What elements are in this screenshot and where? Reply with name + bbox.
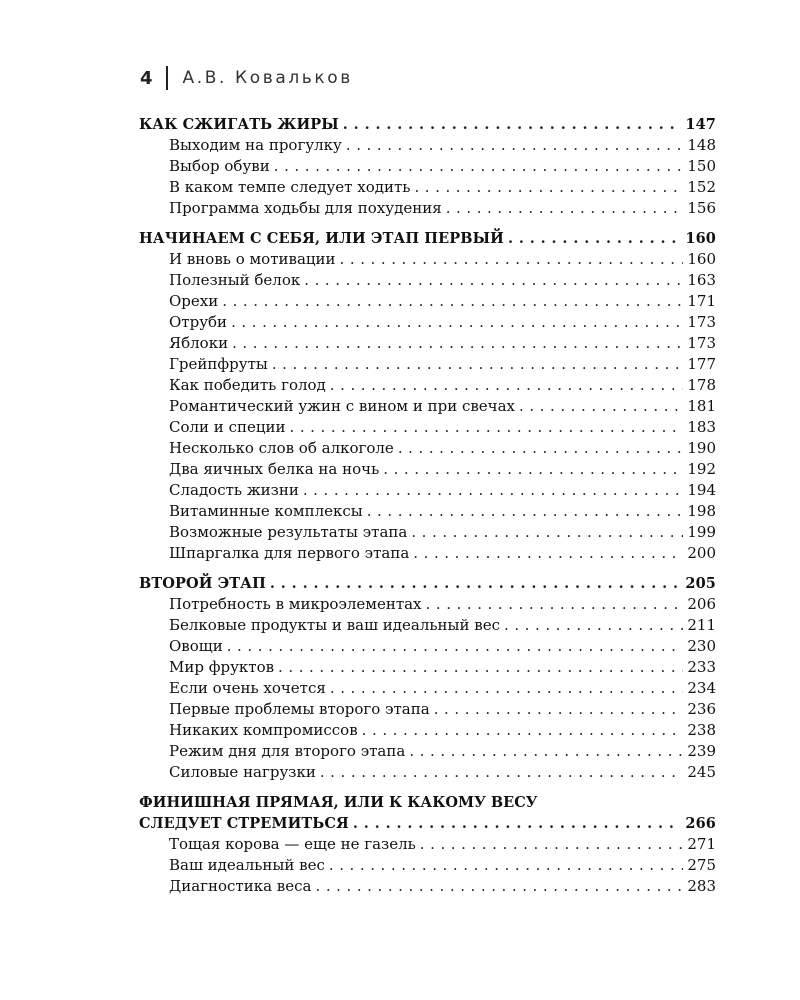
toc-entry[interactable] xyxy=(139,480,716,501)
chapter-page: 160 xyxy=(685,230,716,247)
toc-chapter xyxy=(139,792,716,897)
dot-leader xyxy=(315,876,683,897)
dot-leader xyxy=(434,699,684,720)
entry-page: 238 xyxy=(687,721,716,739)
entry-title: Полезный белок xyxy=(169,271,301,289)
dot-leader xyxy=(426,594,684,615)
dot-leader xyxy=(519,396,683,417)
dot-leader xyxy=(367,501,684,522)
toc-entry[interactable] xyxy=(139,678,716,699)
toc-entry[interactable] xyxy=(139,198,716,219)
dot-leader xyxy=(504,615,683,636)
entry-page: 245 xyxy=(687,763,716,781)
entry-page: 181 xyxy=(687,397,716,415)
entry-title: Сладость жизни xyxy=(169,481,299,499)
dot-leader xyxy=(304,270,683,291)
entry-page: 206 xyxy=(687,595,716,613)
toc-entry[interactable] xyxy=(139,522,716,543)
dot-leader xyxy=(232,333,683,354)
dot-leader xyxy=(343,114,682,135)
entry-page: 275 xyxy=(687,856,716,874)
chapter-page: 205 xyxy=(685,575,716,592)
entry-title: Диагностика веса xyxy=(169,877,312,895)
toc-entry[interactable] xyxy=(139,501,716,522)
entry-page: 239 xyxy=(687,742,716,760)
toc-entry[interactable] xyxy=(139,396,716,417)
toc-entry[interactable] xyxy=(139,657,716,678)
entry-page: 211 xyxy=(687,616,716,634)
toc-entry[interactable] xyxy=(139,834,716,855)
entry-title: Грейпфруты xyxy=(169,355,268,373)
toc-entry[interactable] xyxy=(139,354,716,375)
entry-title: Тощая корова — еще не газель xyxy=(169,835,416,853)
entry-title: Выходим на прогулку xyxy=(169,136,342,154)
chapter-title: НАЧИНАЕМ С СЕБЯ, ИЛИ ЭТАП ПЕРВЫЙ xyxy=(139,230,504,247)
entry-title: Яблоки xyxy=(169,334,229,352)
entry-page: 198 xyxy=(687,502,716,520)
entry-title: В каком темпе следует ходить xyxy=(169,178,411,196)
chapter-title: ВТОРОЙ ЭТАП xyxy=(139,575,266,592)
toc-entry[interactable] xyxy=(139,135,716,156)
entry-page: 192 xyxy=(687,460,716,478)
page-number: 4 xyxy=(140,67,153,89)
toc-entry[interactable] xyxy=(139,615,716,636)
entry-title: Два яичных белка на ночь xyxy=(169,460,380,478)
entry-page: 230 xyxy=(687,637,716,655)
dot-leader xyxy=(413,543,683,564)
dot-leader xyxy=(353,813,682,834)
entry-page: 283 xyxy=(687,877,716,895)
entry-page: 148 xyxy=(687,136,716,154)
entry-title: Если очень хочется xyxy=(169,679,326,697)
dot-leader xyxy=(289,417,683,438)
toc-entry[interactable] xyxy=(139,699,716,720)
toc-chapter xyxy=(139,228,716,564)
dot-leader xyxy=(414,177,683,198)
dot-leader xyxy=(272,354,684,375)
toc-entry[interactable] xyxy=(139,720,716,741)
toc-entry[interactable] xyxy=(139,177,716,198)
toc-chapter xyxy=(139,573,716,783)
entry-page: 152 xyxy=(687,178,716,196)
chapter-title-line[interactable]: ФИНИШНАЯ ПРЯМАЯ, ИЛИ К КАКОМУ ВЕСУ xyxy=(139,794,538,811)
entry-title: И вновь о мотивации xyxy=(169,250,336,268)
dot-leader xyxy=(274,156,684,177)
entry-title: Мир фруктов xyxy=(169,658,275,676)
dot-leader xyxy=(420,834,684,855)
dot-leader xyxy=(508,228,681,249)
dot-leader xyxy=(446,198,684,219)
toc-entry[interactable] xyxy=(139,459,716,480)
toc-chapter-heading[interactable] xyxy=(139,813,716,834)
dot-leader xyxy=(231,312,683,333)
entry-title: Возможные результаты этапа xyxy=(169,523,408,541)
dot-leader xyxy=(362,720,684,741)
toc-entry[interactable] xyxy=(139,312,716,333)
entry-title: Белковые продукты и ваш идеальный вес xyxy=(169,616,500,634)
entry-title: Несколько слов об алкоголе xyxy=(169,439,394,457)
entry-title: Силовые нагрузки xyxy=(169,763,316,781)
entry-page: 194 xyxy=(687,481,716,499)
entry-title: Ваш идеальный вес xyxy=(169,856,325,874)
toc-entry[interactable] xyxy=(139,636,716,657)
dot-leader xyxy=(409,741,683,762)
entry-page: 173 xyxy=(687,334,716,352)
toc-entry[interactable] xyxy=(139,249,716,270)
toc-entry[interactable] xyxy=(139,270,716,291)
entry-title: Соли и специи xyxy=(169,418,286,436)
dot-leader xyxy=(330,678,684,699)
toc-entry[interactable] xyxy=(139,855,716,876)
entry-title: Программа ходьбы для похудения xyxy=(169,199,442,217)
dot-leader xyxy=(278,657,683,678)
header-divider xyxy=(166,66,168,90)
entry-page: 177 xyxy=(687,355,716,373)
toc-entry[interactable] xyxy=(139,741,716,762)
entry-page: 156 xyxy=(687,199,716,217)
toc-chapter xyxy=(139,114,716,219)
dot-leader xyxy=(303,480,684,501)
entry-page: 200 xyxy=(687,544,716,562)
toc-chapter-heading[interactable] xyxy=(139,228,716,249)
entry-title: Шпаргалка для первого этапа xyxy=(169,544,410,562)
entry-page: 150 xyxy=(687,157,716,175)
toc-entry[interactable] xyxy=(139,375,716,396)
toc-entry[interactable] xyxy=(139,438,716,459)
dot-leader xyxy=(329,855,684,876)
chapter-page: 147 xyxy=(685,116,716,133)
entry-title: Первые проблемы второго этапа xyxy=(169,700,430,718)
dot-leader xyxy=(398,438,684,459)
dot-leader xyxy=(227,636,684,657)
toc-entry[interactable] xyxy=(139,762,716,783)
toc-entry[interactable] xyxy=(139,333,716,354)
entry-page: 160 xyxy=(687,250,716,268)
toc-entry[interactable] xyxy=(139,543,716,564)
toc-entry[interactable] xyxy=(139,291,716,312)
dot-leader xyxy=(340,249,684,270)
dot-leader xyxy=(320,762,684,783)
dot-leader xyxy=(383,459,683,480)
entry-page: 236 xyxy=(687,700,716,718)
chapter-page: 266 xyxy=(685,815,716,832)
entry-page: 233 xyxy=(687,658,716,676)
entry-page: 178 xyxy=(687,376,716,394)
toc-chapter-heading[interactable] xyxy=(139,573,716,594)
chapter-title: КАК СЖИГАТЬ ЖИРЫ xyxy=(139,116,339,133)
entry-title: Потребность в микроэлементах xyxy=(169,595,422,613)
dot-leader xyxy=(330,375,684,396)
table-of-contents xyxy=(139,114,716,906)
entry-title: Отруби xyxy=(169,313,228,331)
dot-leader xyxy=(411,522,683,543)
toc-entry[interactable] xyxy=(139,594,716,615)
entry-page: 190 xyxy=(687,439,716,457)
toc-entry[interactable] xyxy=(139,417,716,438)
entry-title: Романтический ужин с вином и при свечах xyxy=(169,397,515,415)
entry-page: 171 xyxy=(687,292,716,310)
entry-title: Никаких компромиссов xyxy=(169,721,358,739)
toc-chapter-heading[interactable] xyxy=(139,114,716,135)
dot-leader xyxy=(270,573,682,594)
entry-page: 173 xyxy=(687,313,716,331)
dot-leader xyxy=(346,135,683,156)
dot-leader xyxy=(222,291,683,312)
author-name: А.В. Ковальков xyxy=(182,68,353,88)
chapter-title: СЛЕДУЕТ СТРЕМИТЬСЯ xyxy=(139,815,349,832)
entry-page: 163 xyxy=(687,271,716,289)
toc-entry[interactable] xyxy=(139,156,716,177)
entry-title: Как победить голод xyxy=(169,376,326,394)
entry-page: 199 xyxy=(687,523,716,541)
entry-title: Режим дня для второго этапа xyxy=(169,742,406,760)
entry-page: 271 xyxy=(687,835,716,853)
entry-title: Витаминные комплексы xyxy=(169,502,363,520)
entry-title: Выбор обуви xyxy=(169,157,270,175)
entry-title: Овощи xyxy=(169,637,223,655)
entry-page: 234 xyxy=(687,679,716,697)
entry-title: Орехи xyxy=(169,292,219,310)
entry-page: 183 xyxy=(687,418,716,436)
toc-entry[interactable] xyxy=(139,876,716,897)
running-head xyxy=(140,66,353,90)
